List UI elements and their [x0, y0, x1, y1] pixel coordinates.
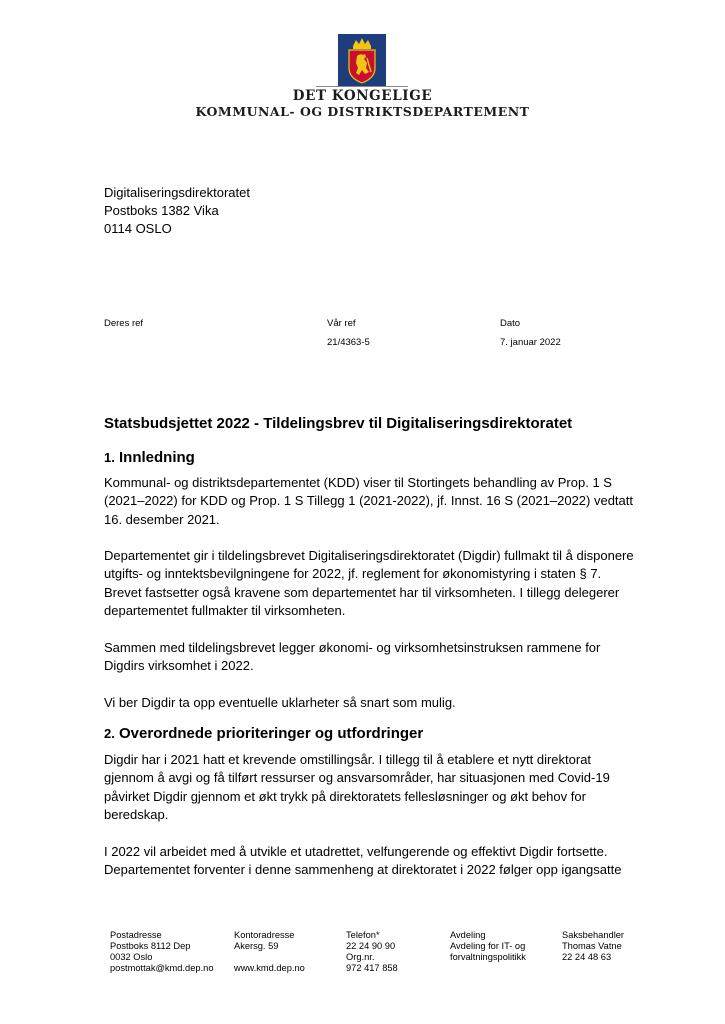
section-number: 1.	[104, 450, 115, 465]
paragraph-line: 16. desember 2021.	[104, 511, 220, 527]
org-name-line2: KOMMUNAL- OG DISTRIKTSDEPARTEMENT	[195, 104, 530, 119]
section-heading	[104, 449, 195, 466]
paragraph-line: Vi ber Digdir ta opp eventuelle uklarheter så snart som mulig.	[104, 695, 456, 710]
paragraph-line: Digdirs virksomhet i 2022.	[104, 658, 254, 674]
section-title: Innledning	[119, 449, 195, 466]
footer-saksbehandler	[562, 930, 624, 963]
paragraph-line: Digdir har i 2021 hatt et krevende omstillingsår. I tillegg til å etablere et nytt direktorat	[104, 752, 592, 767]
paragraph-line: Departementet gir i tildelingsbrevet Digitaliseringsdirektoratet (Digdir) fullmakt til å disponere	[104, 548, 634, 563]
address-line: Postboks 1382 Vika	[104, 203, 219, 218]
section-heading	[104, 725, 423, 742]
section-title: Overordnede prioriteringer og utfordringer	[119, 725, 424, 742]
paragraph	[104, 474, 664, 529]
footer-line: Avdeling	[450, 930, 486, 940]
footer-website[interactable]: www.kmd.dep.no	[234, 963, 305, 973]
coat-of-arms-logo	[338, 34, 386, 86]
footer-line: 972 417 858	[346, 963, 398, 973]
footer-line: Telefon*	[346, 930, 380, 940]
section-number: 2.	[104, 726, 115, 741]
footer-avdeling	[450, 930, 526, 963]
footer-line: Postadresse	[110, 930, 162, 940]
deres-ref-label: Deres ref	[104, 318, 144, 329]
paragraph-line: utgifts- og inntektsbevilgningene for 2022, jf. reglement for økonomistyring i staten § 7.	[104, 566, 602, 582]
paragraph	[104, 639, 664, 676]
footer-email[interactable]: postmottak@kmd.dep.no	[110, 963, 214, 973]
paragraph-line: (2021–2022) for KDD og Prop. 1 S Tillegg 1 (2021-2022), jf. Innst. 16 S (2021–2022) vedtatt	[104, 493, 633, 509]
footer-line: 22 24 90 90	[346, 941, 396, 951]
footer-postadresse	[110, 930, 214, 974]
paragraph-line: påvirket Digdir gjennom et økt trykk på direktoratets fellesløsninger og økt behov for	[104, 788, 586, 804]
address-line: Digitaliseringsdirektoratet	[104, 185, 250, 200]
recipient-address	[104, 184, 250, 238]
footer-line: 0032 Oslo	[110, 952, 153, 962]
footer-line: Thomas Vatne	[562, 941, 622, 951]
footer-line: forvaltningspolitikk	[450, 952, 526, 962]
footer-line	[234, 952, 305, 963]
footer-line: Saksbehandler	[562, 930, 625, 940]
document-title: Statsbudsjettet 2022 - Tildelingsbrev til Digitaliseringsdirektoratet	[104, 415, 573, 432]
paragraph-line: beredskap.	[104, 806, 169, 822]
footer-line: Akersg. 59	[234, 941, 279, 951]
paragraph-line: Sammen med tildelingsbrevet legger økonomi- og virksomhetsinstruksen rammene for	[104, 640, 601, 655]
paragraph	[104, 843, 664, 880]
paragraph-line: Kommunal- og distriktsdepartementet (KDD) viser til Stortingets behandling av Prop. 1 S	[104, 475, 612, 490]
var-ref-value: 21/4363-5	[327, 337, 370, 348]
header-rule	[316, 86, 408, 87]
paragraph	[104, 751, 664, 824]
footer-line: Org.nr.	[346, 952, 375, 962]
paragraph-line: I 2022 vil arbeidet med å utvikle et utadrettet, velfungerende og effektivt Digdir fortsette.	[104, 844, 608, 859]
dato-value: 7. januar 2022	[500, 337, 561, 348]
paragraph-line: departementet fullmakter til virksomheten.	[104, 602, 346, 618]
dato-label: Dato	[500, 318, 521, 329]
paragraph-line: Departementet forventer i denne sammenheng at direktoratet i 2022 følger opp igangsatte	[104, 862, 622, 878]
var-ref-label: Vår ref	[327, 318, 356, 329]
footer-telefon	[346, 930, 398, 974]
paragraph	[104, 694, 664, 712]
footer-line: Kontoradresse	[234, 930, 295, 940]
footer-kontoradresse	[234, 930, 305, 974]
footer-line: Avdeling for IT- og	[450, 941, 526, 951]
org-name-line1: DET KONGELIGE	[292, 88, 433, 104]
paragraph-line: gjennom å avgi og få tilført ressurser og ansvarsområder, har situasjonen med Covid-19	[104, 770, 610, 786]
paragraph-line: Brevet fastsetter også kravene som departementet har til virksomheten. I tillegg delegerer	[104, 584, 620, 600]
footer-line: Postboks 8112 Dep	[110, 941, 191, 951]
address-line: 0114 OSLO	[104, 221, 172, 236]
paragraph	[104, 547, 664, 620]
footer-line: 22 24 48 63	[562, 952, 612, 962]
